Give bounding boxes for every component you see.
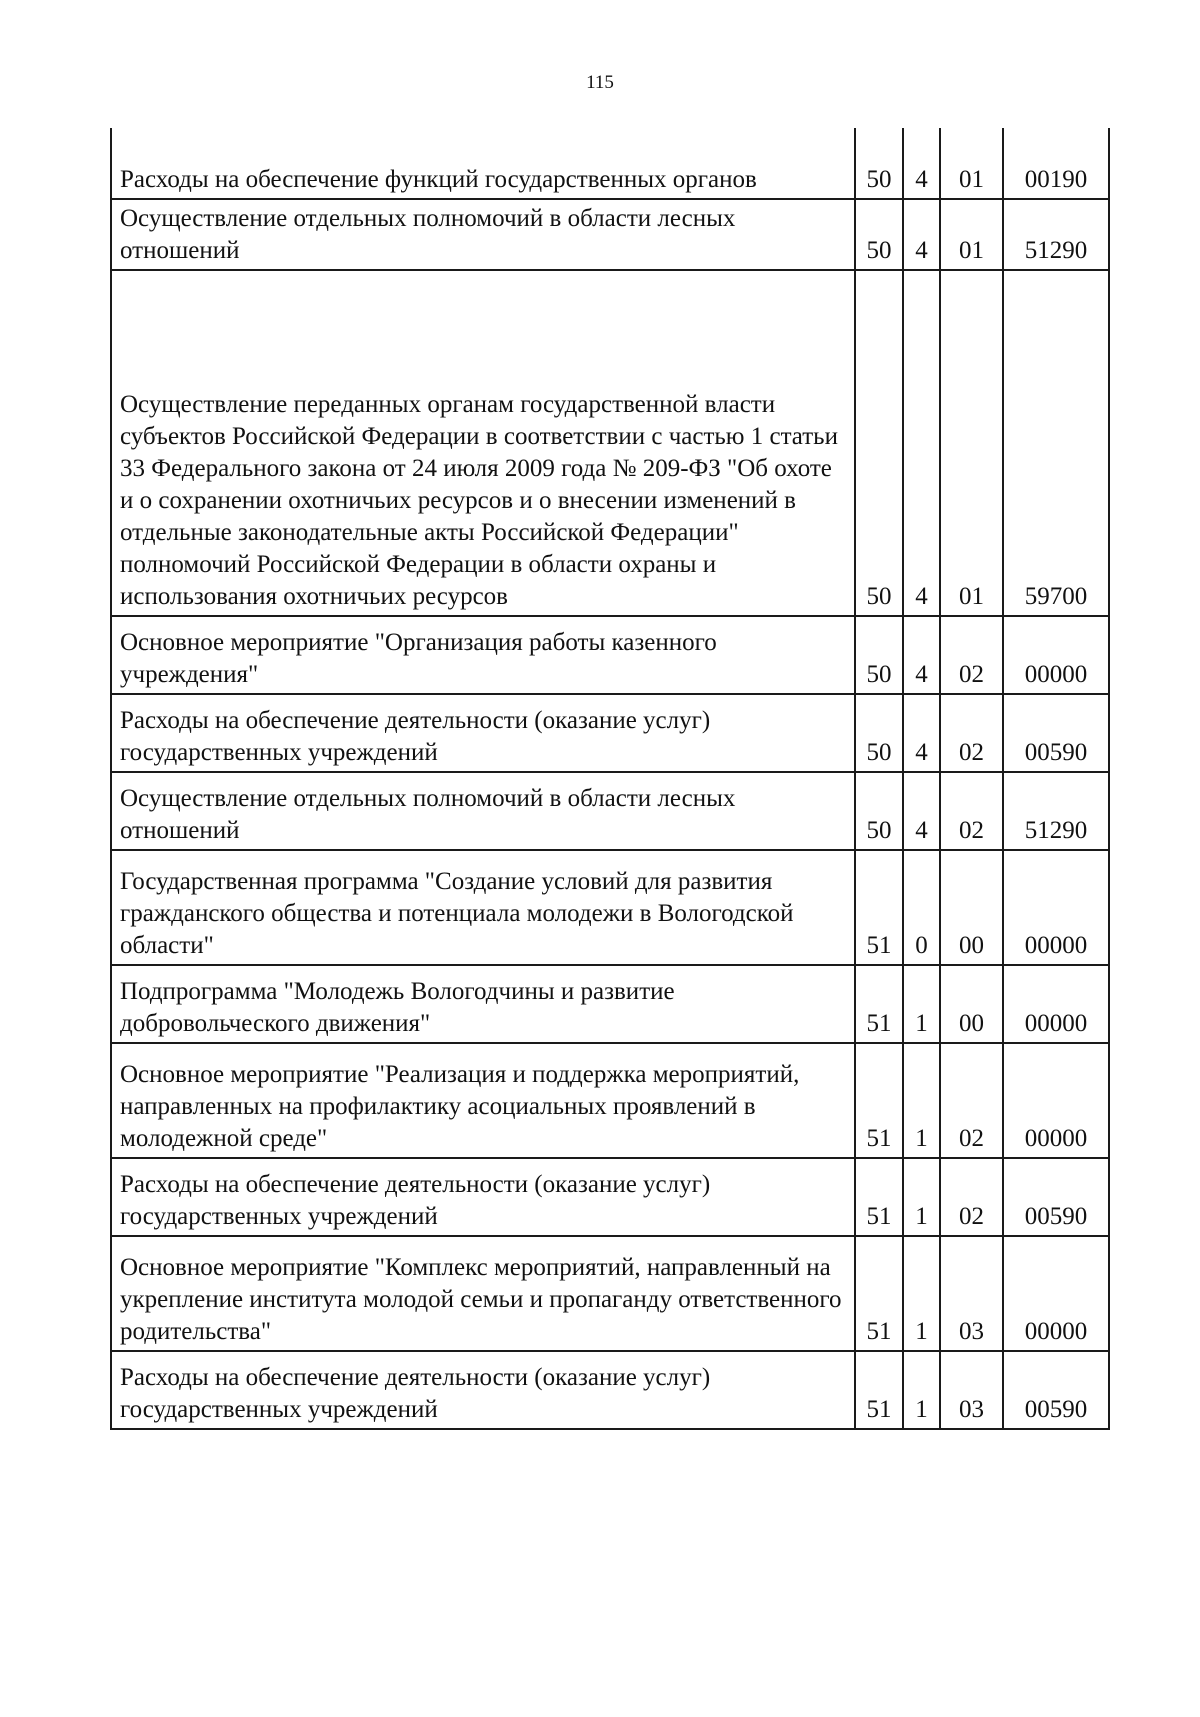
subprogram-code: 4: [903, 772, 940, 850]
row-description: Осуществление отдельных полномочий в области лесных отношений: [111, 199, 855, 270]
expense-code: 51290: [1003, 772, 1109, 850]
row-description: Государственная программа "Создание условий для развития гражданского общества и потенциала молодежи в Вологодской области": [111, 850, 855, 965]
table-row: [111, 1043, 1109, 1158]
subprogram-code: 1: [903, 1351, 940, 1429]
row-description: Расходы на обеспечение деятельности (оказание услуг) государственных учреждений: [111, 1351, 855, 1429]
program-code: 50: [855, 616, 903, 694]
table-row: [111, 128, 1109, 199]
table-row: [111, 1351, 1109, 1429]
budget-classification-table: [110, 128, 1110, 1430]
subprogram-code: 1: [903, 1236, 940, 1351]
expense-code: 00590: [1003, 1158, 1109, 1236]
subprogram-code: 4: [903, 199, 940, 270]
activity-code: 01: [940, 270, 1003, 616]
activity-code: 02: [940, 694, 1003, 772]
program-code: 51: [855, 1158, 903, 1236]
expense-code: 00000: [1003, 850, 1109, 965]
subprogram-code: 4: [903, 694, 940, 772]
table-row: [111, 1236, 1109, 1351]
row-description: Осуществление отдельных полномочий в области лесных отношений: [111, 772, 855, 850]
activity-code: 02: [940, 1043, 1003, 1158]
activity-code: 02: [940, 1158, 1003, 1236]
subprogram-code: 0: [903, 850, 940, 965]
table-row: [111, 616, 1109, 694]
row-description: Подпрограмма "Молодежь Вологодчины и развитие добровольческого движения": [111, 965, 855, 1043]
row-description: Расходы на обеспечение функций государственных органов: [111, 128, 855, 199]
expense-code: 00000: [1003, 1236, 1109, 1351]
page-number: 115: [586, 72, 614, 93]
program-code: 50: [855, 128, 903, 199]
row-description: Расходы на обеспечение деятельности (оказание услуг) государственных учреждений: [111, 1158, 855, 1236]
expense-code: 00590: [1003, 694, 1109, 772]
program-code: 51: [855, 850, 903, 965]
expense-code: 00590: [1003, 1351, 1109, 1429]
subprogram-code: 4: [903, 616, 940, 694]
table-row: [111, 965, 1109, 1043]
row-description: Расходы на обеспечение деятельности (оказание услуг) государственных учреждений: [111, 694, 855, 772]
subprogram-code: 1: [903, 1043, 940, 1158]
row-description: Осуществление переданных органам государственной власти субъектов Российской Федерации в соответствии с частью 1 статьи 33 Федерального закона от 24 июля 2009 года № 209-ФЗ "Об охоте и о сохранении охотничьих ресурсов и о внесении изменений в отдельные законодательные акты Российской Федерации" полномочий Российской Федерации в области охраны и использования охотничьих ресурсов: [111, 270, 855, 616]
expense-code: 00000: [1003, 616, 1109, 694]
subprogram-code: 1: [903, 1158, 940, 1236]
activity-code: 02: [940, 616, 1003, 694]
expense-code: 00000: [1003, 965, 1109, 1043]
subprogram-code: 1: [903, 965, 940, 1043]
activity-code: 00: [940, 850, 1003, 965]
subprogram-code: 4: [903, 270, 940, 616]
activity-code: 00: [940, 965, 1003, 1043]
row-description: Основное мероприятие "Комплекс мероприятий, направленный на укрепление института молодой семьи и пропаганду ответственного родительства": [111, 1236, 855, 1351]
table-row: [111, 270, 1109, 616]
activity-code: 03: [940, 1236, 1003, 1351]
program-code: 50: [855, 694, 903, 772]
expense-code: 00000: [1003, 1043, 1109, 1158]
row-description: Основное мероприятие "Реализация и поддержка мероприятий, направленных на профилактику асоциальных проявлений в молодежной среде": [111, 1043, 855, 1158]
expense-code: 51290: [1003, 199, 1109, 270]
program-code: 51: [855, 1043, 903, 1158]
expense-code: 59700: [1003, 270, 1109, 616]
subprogram-code: 4: [903, 128, 940, 199]
activity-code: 03: [940, 1351, 1003, 1429]
program-code: 51: [855, 1351, 903, 1429]
table-row: [111, 1158, 1109, 1236]
expense-code: 00190: [1003, 128, 1109, 199]
table-row: [111, 772, 1109, 850]
table-row: [111, 850, 1109, 965]
activity-code: 02: [940, 772, 1003, 850]
program-code: 50: [855, 199, 903, 270]
activity-code: 01: [940, 199, 1003, 270]
program-code: 51: [855, 965, 903, 1043]
row-description: Основное мероприятие "Организация работы казенного учреждения": [111, 616, 855, 694]
program-code: 50: [855, 270, 903, 616]
table-row: [111, 694, 1109, 772]
program-code: 50: [855, 772, 903, 850]
program-code: 51: [855, 1236, 903, 1351]
activity-code: 01: [940, 128, 1003, 199]
table-row: [111, 199, 1109, 270]
